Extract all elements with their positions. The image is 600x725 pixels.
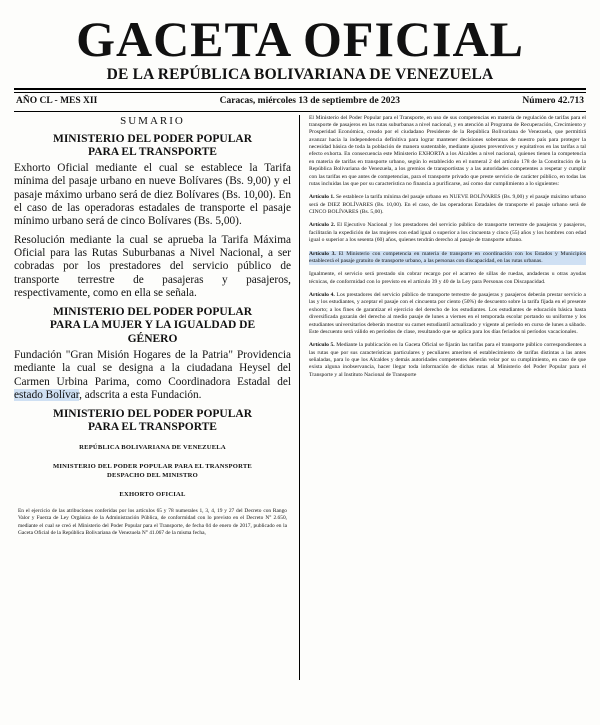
article-2-text: El Ejecutivo Nacional y los prestadores del servicio público de transporte terrestre de pasajeras y pasajeros, facilitarán la expedición de las mujeres con edad igual o superior a los cincuenta y cinco (55) años y los hombres con edad igual o superior a los sesenta (60) años, quienes tendrán derecho al pasaje de transporte urbano. [309,222,586,244]
issue-year-month: AÑO CL - MES XII [16,95,98,106]
page-title: GACETA OFICIAL [76,11,524,67]
section-heading-mujer: MINISTERIO DEL PODER POPULAR PARA LA MUJER Y LA IGUALDAD DE GÉNERO [49,306,256,345]
sumario-label: SUMARIO [120,114,185,127]
section-heading-transporte-1: MINISTERIO DEL PODER POPULAR PARA EL TRANSPORTE [52,132,253,158]
masthead [14,11,586,112]
facsimile-line-ministerio: MINISTERIO DEL PODER POPULAR PARA EL TRANSPORTE [52,462,253,470]
issue-place-date: Caracas, miércoles 13 de septiembre de 2023 [219,95,401,106]
article-4-num: Artículo 4. [309,292,335,298]
article-1-num: Artículo 1. [309,194,335,201]
article-1-text: Se establece la tarifa mínima del pasaje urbano en NUEVE BOLÍVARES (Bs. 9,00) y el pasaje máximo urbano será de DIEZ BOLÍVARES (Bs. 10,00). En el caso, de las operadoras Estadales de transporte el pasaje urbano será de CINCO BOLÍVARES (Bs. 5,00). [309,194,586,215]
article-1 [309,194,586,216]
right-mid-paragraph: Igualmente, el servicio será prestado sin cobrar recargo por el acarreo de sillas de ruedas, andaderas u otras ayudas técnicas, de conformidad con lo previsto en el artículo 39 y 40 de la Ley para Personas con Discapacidad. [309,271,586,285]
facsimile-line-republica: REPÚBLICA BOLIVARIANA DE VENEZUELA [79,443,226,451]
page-bottom-edge [0,719,600,725]
right-intro-paragraph: El Ministerio del Poder Popular para el Transporte, en uso de sus competencias en materia de regulación de tarifas para el transporte de pasajeros en las rutas suburbanas a nivel nacional, y en atención al Programa de Recuperación, Crecimiento y Prosperidad Económica, creado por el ciudadano Presidente de la República Bolivariana de Venezuela, que permitirá avanzar hacia la independencia definitiva para lograr mantener decisiones soberanas de nuestro país para proteger la necesidad básica de toda la población de manera sustentable, mediante ajustes preventivos y equitativos en las tarifas a tal efecto exhorta. En consecuencia este Ministerio EXHORTA a los Alcaldes a nivel nacional, quienes tienen la competencia en materia de tarifas en transporte urbano, según lo establecido en el numeral 2 del artículo 178 de la Constitución de la República Bolivariana de Venezuela, a los gremios de transportistas y a las autoridades competentes a respetar y cumplir con las tarifas en que antes de competencias, para el transporte privado que preste servicio de carácter público, en todas las rutas incluidas las que por su característica no financia a purificarse, así como dar cumplimiento a lo siguientes: [309,114,586,187]
article-2 [309,222,586,244]
facsimile-line-despacho: DESPACHO DEL MINISTRO [107,472,198,480]
highlight-estado-bolivar: estado Bolívar [14,388,80,401]
masthead-rule-thick [14,88,586,90]
facsimile-block [14,443,291,538]
article-4-text: Los prestadores del servicio público de transporte terrestre de pasajeras y pasajeros deberán prestar servicio a las y los estudiantes, y aceptar el pasaje con el cincuenta por ciento (50%) de descuento sobre la tarifa fijada en el presente exhorto; a los fines de garantizar el ejercicio del derecho de los estudiantes. Los estudiantes de educación básica hasta diversificada gozarán del derecho al medio pasaje de lunes a viernes en el temporada escolar portando su uniforme y los estudiantes universitarios deberán mostrar su carnet estudiantil actualizado y vigente al período en curso de lunes a sábado. Este descuento será válido en períodos de clase, resultando que se aplica para los días feriados ni períodos vacacionales. [309,292,586,335]
article-3-text: El Ministerio con competencia en materia de transporte en coordinación con los Estados y Municipios establecerá el pasaje gratuito de transporte urbano, a las personas con discapacidad, en las rutas urbanas. [309,250,586,264]
body-columns [14,115,586,680]
issue-line [14,93,586,109]
article-2-num: Artículo 2. [309,222,336,229]
page-subtitle: DE LA REPÚBLICA BOLIVARIANA DE VENEZUELA [106,65,494,83]
facsimile-paragraph: En el ejercicio de las atribuciones conferidas por los artículos 65 y 78 numerales 1, 3, 4, 19 y 27 del Decreto con Rango Valor y Fuerza de Ley Orgánica de la Administración Pública, de conformidad con lo previsto en el Decreto N° 2.650, mediante el cual se creó el Ministerio del Poder Popular para el Transporte, de fecha 04 de enero de 2017, publicado en la Gaceta Oficial de la República Bolivariana de Venezuela N° 41.067 de la misma fecha, [18,508,287,537]
issue-number: Número 42.713 [522,95,584,106]
article-5-text: Mediante la publicación en la Gaceta Oficial se fijarán las tarifas para el transporte público correspondientes a las rutas que por sus características particulares y peculiares ameriten el establecimiento de tarifas distintas a las antes señaladas, para lo que los Alcaldes y demás autoridades competentes deberán velar por su cumplimiento, en caso de que exista alguna inobservancia, hacer llegar toda información de dichas rutas al Ministerio del Poder Popular para el Transporte y al Instituto Nacional de Transporte [309,342,586,378]
summary-entry-exhorto: Exhorto Oficial mediante el cual se establece la Tarifa mínima del pasaje urbano en nueve Bolívares (Bs. 9,00) y el pasaje máximo urbano será de diez Bolívares (Bs. 10,00). En el caso de las operadoras estadales de transporte el pasaje mínimo urbano será de cinco Bolívares (Bs. 5,00). [14,161,291,228]
article-5 [309,342,586,379]
left-column [14,115,300,680]
issue-rule [14,111,586,112]
summary-entry-fundacion: Fundación "Gran Misión Hogares de la Patria" Providencia mediante la cual se designa a la ciudadana Heysel del Carmen Urbina Parima, como Coordinadora Estadal del estado Bolívar, adscrita a esta Fundación. [14,348,291,401]
article-5-num: Artículo 5. [309,342,335,349]
right-column [300,115,586,680]
facsimile-line-exhorto: EXHORTO OFICIAL [119,491,186,499]
article-3 [309,251,586,266]
article-3-num: Artículo 3. [309,250,336,257]
section-heading-transporte-2: MINISTERIO DEL PODER POPULAR PARA EL TRANSPORTE [52,408,253,434]
summary-entry-resolucion: Resolución mediante la cual se aprueba la Tarifa Máxima Oficial para las Rutas Suburbanas a Nivel Nacional, a ser cobradas por los prestadores del servicio público de transporte terrestre de pasajeras y pasajeros, respectivamente, como en ella se señala. [14,233,291,299]
article-4 [309,292,586,336]
